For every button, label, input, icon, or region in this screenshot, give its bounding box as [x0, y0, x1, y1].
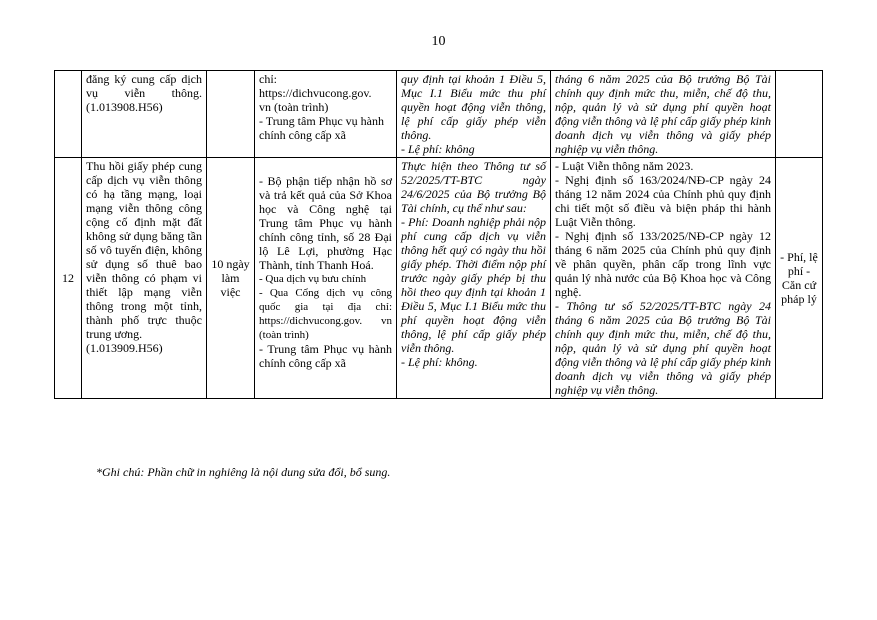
- fee-line: quy định tại khoản 1 Điều 5, Mục I.1 Biểu mức thu phí quyền hoạt động viễn thông, lệ phí cấp giấy phép viễn thông.: [401, 72, 546, 142]
- place-line: - Qua Cổng dịch vụ công quốc gia tại địa chỉ: https://dichvucong.gov. vn (toàn trình): [259, 287, 392, 341]
- footnote: *Ghi chú: Phần chữ in nghiêng là nội dung sửa đổi, bổ sung.: [96, 465, 391, 479]
- fee-cell: [397, 158, 551, 399]
- place-line: - Bộ phận tiếp nhận hồ sơ và trả kết quả của Sở Khoa học và Công nghệ tại Trung tâm Phục vụ hành chính công tỉnh, số 28 Đại lộ Lê Lợi, phường Hạc Thành, tỉnh Thanh Hoá.: [259, 174, 392, 272]
- page-number: 10: [431, 34, 446, 49]
- place-cell: [255, 71, 397, 158]
- stt-cell: 12: [55, 158, 82, 399]
- stt-cell: [55, 71, 82, 158]
- legal-basis-cell: [551, 158, 776, 399]
- legal-basis-line: - Luật Viễn thông năm 2023.: [555, 159, 694, 173]
- place-line: - Trung tâm Phục vụ hành chính công cấp xã: [259, 342, 392, 370]
- fee-line: - Lệ phí: không.: [401, 355, 478, 369]
- procedure-name: Thu hồi giấy phép cung cấp dịch vụ viễn thông có hạ tầng mạng, loại mạng viễn thông công cộng cố định mặt đất không sử dụng băng tần số vô tuyến điện, không sử dụng số thuê bao viễn thông có phạm vi thiết lập mạng viễn thông trong một tỉnh, thành phố trực thuộc trung ương.: [86, 159, 202, 341]
- place-line: - Trung tâm Phục vụ hành chính công cấp xã: [259, 114, 385, 142]
- legal-basis-cell: tháng 6 năm 2025 của Bộ trưởng Bộ Tài chính quy định mức thu, miễn, chế độ thu, nộp, quản lý và sử dụng phí quyền hoạt động viễn thông và lệ phí cấp giấy phép kinh doanh dịch vụ viễn thông và giấy phép nghiệp vụ viễn thông.: [551, 71, 776, 158]
- table-row: [55, 71, 823, 158]
- place-line: chỉ:: [259, 72, 277, 86]
- legal-basis-line: - Nghị định số 163/2024/NĐ-CP ngày 24 tháng 12 năm 2024 của Chính phủ quy định chi tiết một số điều và biện pháp thi hành Luật Viễn thông.: [555, 173, 771, 229]
- note-cell: [776, 71, 823, 158]
- procedure-name-cell: [82, 158, 207, 399]
- place-line: https://dichvucong.gov.: [259, 86, 372, 100]
- legal-basis-line: - Thông tư số 52/2025/TT-BTC ngày 24 tháng 6 năm 2025 của Bộ trưởng Bộ Tài chính quy định mức thu, miễn, chế độ thu, nộp, quản lý và sử dụng phí quyền hoạt động viễn thông và lệ phí cấp giấy phép kinh doanh dịch vụ viễn thông và giấy phép nghiệp vụ viễn thông.: [555, 299, 771, 397]
- procedure-name-cell: đăng ký cung cấp dịch vụ viễn thông. (1.013908.H56): [82, 71, 207, 158]
- place-cell: [255, 158, 397, 399]
- place-line: vn (toàn trình): [259, 100, 329, 114]
- legal-basis-line: - Nghị định số 133/2025/NĐ-CP ngày 12 tháng 6 năm 2025 của Chính phủ quy định về phân quyền, phân cấp trong lĩnh vực quản lý nhà nước của Bộ Khoa học và Công nghệ.: [555, 229, 771, 299]
- place-line: - Qua dịch vụ bưu chính: [259, 273, 367, 285]
- note-cell: - Phí, lệ phí - Căn cứ pháp lý: [776, 158, 823, 399]
- fee-line: - Phí: Doanh nghiệp phải nộp phí cung cấp dịch vụ viễn thông hết quý có ngày thu hồi giấy phép. Thời điểm nộp phí trước ngày giấy phép bị thu hồi theo quy định tại khoản 1 Điều 5, Mục I.1 Biểu mức thu phí quyền hoạt động viễn thông, lệ phí cấp giấy phép viễn thông.: [401, 215, 546, 355]
- procedure-table: [54, 70, 823, 399]
- fee-cell: [397, 71, 551, 158]
- procedure-code: (1.013909.H56): [86, 341, 163, 355]
- duration-cell: 10 ngày làm việc: [207, 158, 255, 399]
- fee-line: Thực hiện theo Thông tư số 52/2025/TT-BTC ngày 24/6/2025 của Bộ trưởng Bộ Tài chính, cụ thể như sau:: [401, 159, 546, 215]
- fee-line: - Lệ phí: không: [401, 142, 475, 156]
- table-row: [55, 158, 823, 399]
- duration-cell: [207, 71, 255, 158]
